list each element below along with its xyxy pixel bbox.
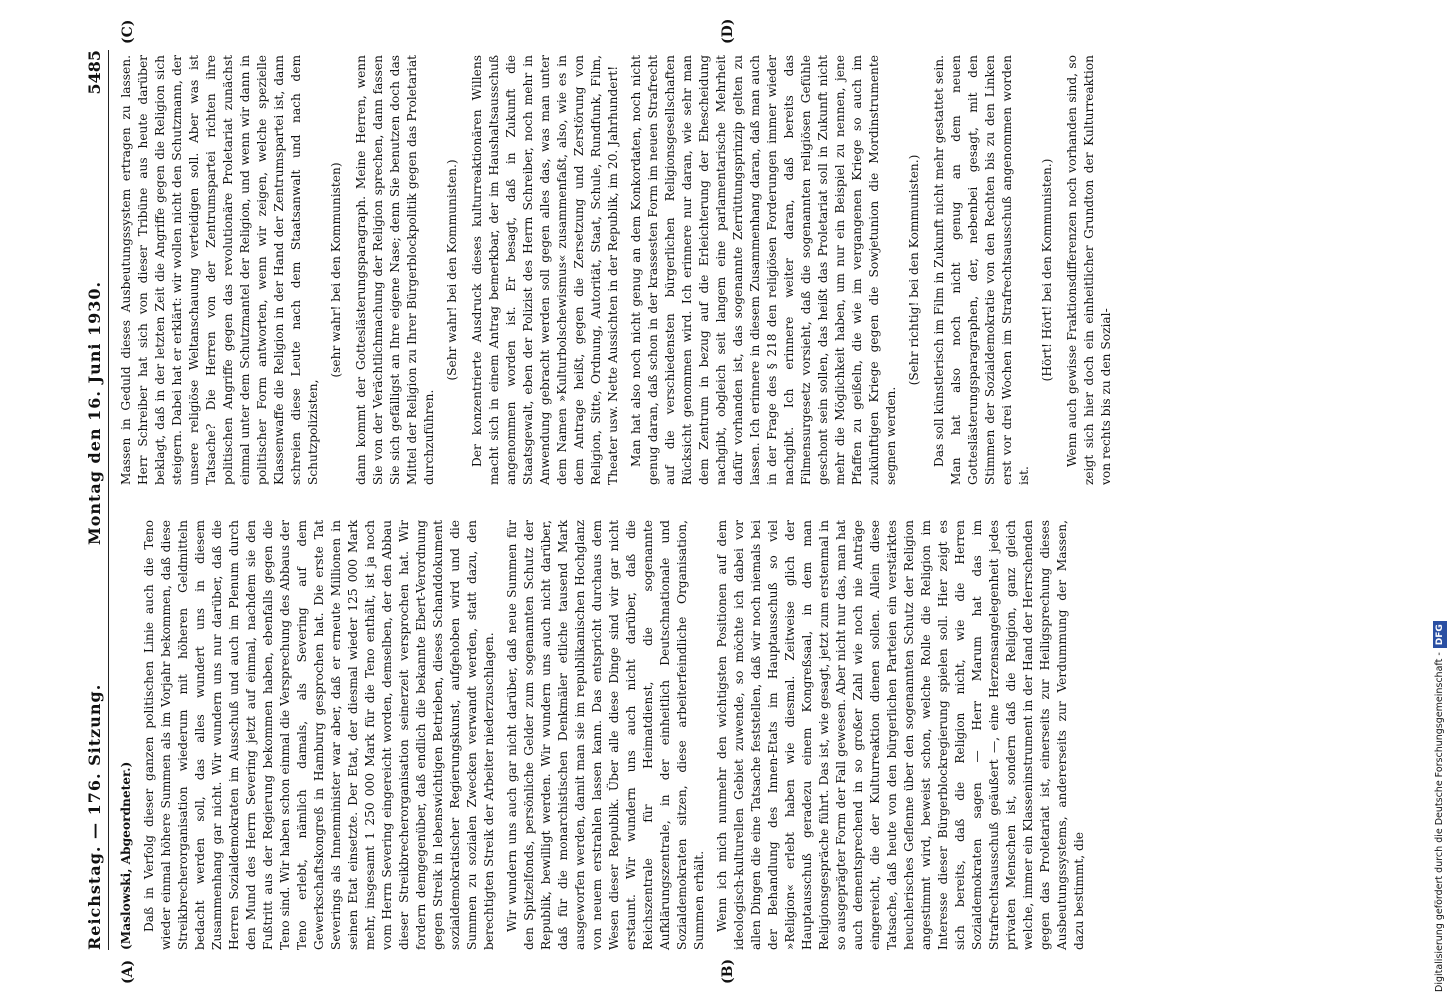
paragraph: Wir wundern uns auch gar nicht darüber, daß neue Summen für den Spitzelfonds, persönliche Gelder zum sogenannten Schutz der Republik, bewilligt werden. Wir wundern uns auch nicht darüber, daß für die monarchistischen Denkmäler etliche tausend Mark ausgeworfen werden, damit man sie im republikanischen Hochglanz von neuem erstrahlen lassen kann. Das entspricht durchaus dem Wesen dieser Republik. Über alle diese Dinge sind wir gar nicht erstaunt. Wir wundern uns auch nicht darüber, daß die Reichszentrale für Heimatdienst, die sogenannte Aufklärungszentrale, in der einheitlich Deutschnationale und Sozialdemokraten sitzen, diese arbeiterfeindliche Organisation, Summen erhält. bbox=[505, 520, 706, 950]
paragraph: Das soll künstlerisch im Film in Zukunft nicht mehr gestattet sein. Man hat also noch nicht genug an dem neuen Gotteslästerungsparagraphen, der, nebenbei gesagt, mit den Stimmen der Sozialdemokratie von den Rechten bis zu den Linken erst vor drei Wochen im Strafrechtsausschuß angenommen worden ist. bbox=[932, 55, 1031, 485]
interjection: (Sehr richtig! bei den Kommunisten.) bbox=[907, 154, 921, 386]
header-date: Montag den 16. Juni 1930. bbox=[85, 280, 104, 545]
interjection: (Sehr wahr! bei den Kommunisten.) bbox=[445, 159, 459, 381]
dfg-logo: DFG bbox=[1433, 621, 1447, 648]
margin-marker-b: (B) bbox=[720, 958, 736, 984]
paragraph: Der konzentrierte Ausdruck dieses kulturreaktionären Willens macht sich in einem Antrag bemerkbar, der im Haushaltsausschuß angenommen worden ist. Er besagt, daß in Zukunft die Staatsgewalt, eben der Polizist des Herrn Schreiber, noch mehr in Anwendung gebracht werden soll gegen alles das, was man unter dem Namen »Kulturbolschewismus« zusammenfaßt, also, wie es in dem Antrage heißt, gegen die Zersetzung und Zerstörung von Religion, Sitte, Ordnung, Autorität, Staat, Schule, Rundfunk, Film, Theater usw. Nette Aussichten in der Republik, im 20. Jahrhundert! bbox=[470, 55, 620, 485]
margin-marker-d: (D) bbox=[720, 18, 736, 44]
interjection: (sehr wahr! bei den Kommunisten) bbox=[329, 162, 343, 378]
left-column bbox=[118, 520, 1094, 950]
running-header bbox=[80, 50, 109, 950]
rotated-document-page bbox=[80, 18, 1320, 984]
margin-marker-a: (A) bbox=[120, 959, 136, 984]
paragraph: Wenn ich mich nunmehr den wichtigsten Positionen auf dem ideologisch-kulturellen Gebiet zuwende, so möchte ich dabei vor allen Dingen die eine Tatsache feststellen, daß wir noch niemals bei der Behandlung des Innen-Etats im Hauptausschuß so viel »Religion« erlebt haben wie diesmal. Zeitweise glich der Hauptausschuß geradezu einem Kongreßsaal, in dem man Religionsgespräche führt. Das ist, wie gesagt, jetzt zum erstenmal in so ausgeprägter Form der Fall gewesen. Aber nicht nur das, man hat auch dementsprechend in so großer Zahl wie noch nie Anträge eingereicht, die der Kulturreaktion dienen sollen. Allein diese Tatsache, daß heute von den bürgerlichen Parteien ein verstärktes heuchlerisches Geflenne über den sogenannten Schutz der Religion angestimmt wird, beweist schon, welche Rolle die Religion im Interesse dieser Bürgerblockregierung spielen soll. Hier zeigt es sich bereits, daß die Religion nicht, wie die Herren Sozialdemokraten sagen — Herr Marum hat das im Strafrechtsausschuß geäußert —, eine Herzensangelegenheit jedes privaten Menschen ist, sondern daß die Religion, ganz gleich welche, immer ein Klasseninstrument in der Hand der Herrschenden gegen das Proletariat ist, einerseits zur Heiligsprechung dieses Ausbeutungssystems, andererseits zur Verdummung der Massen, dazu bestimmt, die bbox=[715, 520, 1086, 950]
interjection: (Hört! Hört! bei den Kommunisten.) bbox=[1040, 158, 1054, 382]
paragraph: Massen in Geduld dieses Ausbeutungssystem ertragen zu lassen. Herr Schreiber hat sich von dieser Tribüne aus heute darüber beklagt, daß in der letzten Zeit die Angriffe gegen die Religion sich steigern. Dabei hat er erklärt: wir wollen nicht den Schutzmann, der unsere religiöse Weltanschauung verteidigen soll. Aber was ist Tatsache? Die Herren von der Zentrumspartei richten ihre politischen Angriffe gegen das revolutionäre Proletariat zunächst einmal unter dem Schutzmantel der Religion, und wenn wir dann in politischer Form antworten, wenn wir zeigen, welche spezielle Klassenwaffe die Religion in der Hand der Zentrumspartei ist, dann schreien diese Leute nach dem Staatsanwalt und nach dem Schutzpolizisten, bbox=[119, 55, 320, 485]
header-session: Reichstag. — 176. Sitzung. bbox=[85, 683, 104, 950]
margin-marker-c: (C) bbox=[120, 19, 136, 44]
paragraph: Daß in Verfolg dieser ganzen politischen Linie auch die Teno wieder einmal höhere Summen als im Vorjahr bekommen, daß diese Streikbrecherorganisation wiederum mit höheren Geldmitteln bedacht werden soll, das alles wundert uns in diesem Zusammenhang gar nicht. Wir wundern uns nur darüber, daß die Herren Sozialdemokraten im Ausschuß und auch im Plenum durch den Mund des Herrn Severing jetzt auf einmal, nachdem sie den Fußtritt aus der Regierung bekommen haben, ebenfalls gegen die Teno sind. Wir haben schon einmal die Versprechung des Abbaus der Teno erlebt, nämlich damals, als Severing auf dem Gewerkschaftskongreß in Hamburg gesprochen hat. Die erste Tat Severings als Innenminister war aber, daß er erneute Millionen in seinen Etat einsetzte. Der Etat, der diesmal wieder 125 000 Mark mehr, insgesamt 1 250 000 Mark für die Teno enthält, ist ja noch vom Herrn Severing eingereicht worden, demselben, der den Abbau dieser Streikbrecherorganisation seinerzeit versprochen hat. Wir fordern demgegenüber, daß endlich die bekannte Ebert-Verordnung gegen Streik in lebenswichtigen Betrieben, dieses Schanddokument sozialdemokratischer Regierungskunst, aufgehoben wird und die Summen zu sozialen Zwecken verwandt werden, statt dazu, den berechtigten Streik der Arbeiter niederzuschlagen. bbox=[142, 520, 496, 950]
credit-text: Digitalisierung gefördert durch die Deutsche Forschungsgemeinschaft - bbox=[1434, 652, 1445, 992]
speaker-label: (Maslowski, Abgeordneter.) bbox=[119, 761, 133, 950]
paragraph: Wenn auch gewisse Fraktionsdifferenzen noch vorhanden sind, so zeigt sich hier doch ein einheitlicher Grundton der Kulturreaktion von rechts bis zu den Sozial- bbox=[1065, 55, 1113, 485]
paragraph: dann kommt der Gotteslästerungsparagraph. Meine Herren, wenn Sie von der Verächtlichmachung der Religion sprechen, dann fassen Sie sich gefälligst an Ihre eigene Nase; denn Sie benutzen doch das Mittel der Religion zu Ihrer Bürgerblockpolitik gegen das Proletariat durchzuführen. bbox=[354, 55, 436, 485]
digitization-credit bbox=[1419, 8, 1445, 992]
paragraph: Man hat also noch nicht genug an dem Konkordaten, noch nicht genug daran, daß schon in der krassesten Form im neuen Strafrecht auf die verschiedensten bürgerlichen Religionsgesellschaften Rücksicht genommen wird. Ich erinnere nur daran, wie sehr man dem Zentrum in bezug auf die Erleichterung der Ehescheidung nachgibt, obgleich seit langem eine parlamentarische Mehrheit dafür vorhanden ist, das sogenannte Zerrüttungsprinzip gelten zu lassen. Ich erinnere in diesem Zusammenhang daran, daß man auch in der Frage des § 218 den religiösen Forderungen immer wieder nachgibt. Ich erinnere weiter daran, daß bereits das Filmensurgesetz vorsieht, daß die sogenannten religiösen Gefühle geschont sein sollen, das heißt das Proletariat soll in Zukunft nicht mehr die Möglichkeit haben, um nur ein Beispiel zu nennen, jene Pfaffen zu geißeln, die wie im vergangenen Kriege so auch im zukünftigen Kriege gegen die Sowjetunion die Mordinstrumente segnen werden. bbox=[629, 55, 898, 485]
page-number: 5485 bbox=[85, 50, 104, 95]
right-column bbox=[118, 55, 1121, 485]
